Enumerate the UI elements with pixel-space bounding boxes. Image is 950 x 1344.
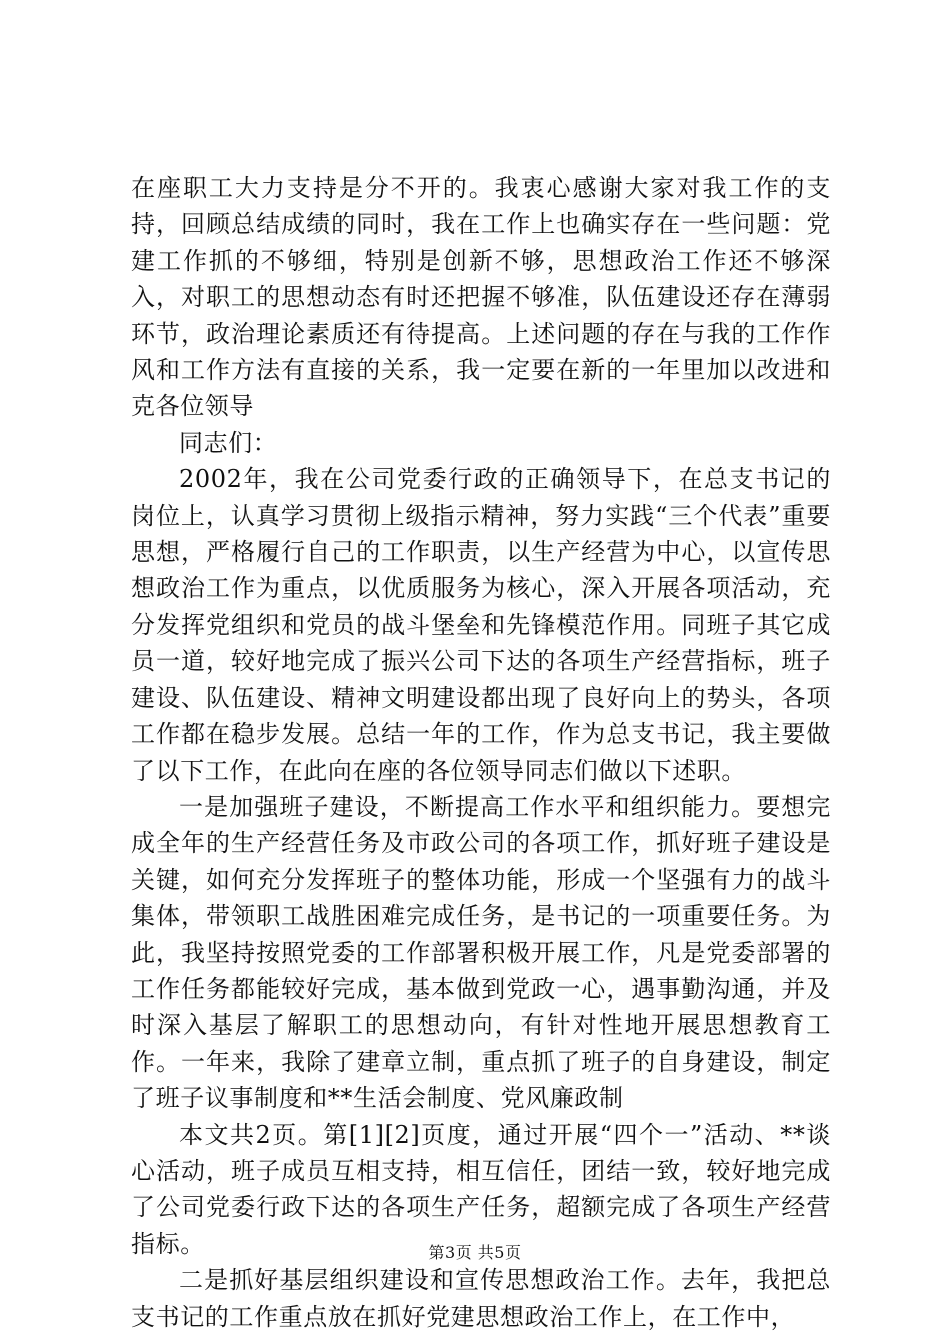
paragraph-salutation: 同志们：: [179, 428, 278, 457]
paragraph-continuation: 在座职工大力支持是分不开的。我衷心感谢大家对我工作的支持，回顾总结成绩的同时，我在工作上也确实存在一些问题：党建工作抓的不够细，特别是创新不够，思想政治工作还不够深入，对职工的思想动态有时还把握不够准，队伍建设还存在薄弱环节，政治理论素质还有待提高。上述问题的存在与我的工作作风和工作方法有直接的关系，我一定要在新的一年里加以改进和克各位领导: [131, 174, 831, 421]
document-body: [131, 170, 831, 1335]
paragraph-overview: 2002年，我在公司党委行政的正确领导下，在总支书记的岗位上，认真学习贯彻上级指示精神，努力实践“三个代表”重要思想，严格履行自己的工作职责，以生产经营为中心，以宣传思想政治工作为重点，以优质服务为核心，深入开展各项活动，充分发挥党组织和党员的战斗堡垒和先锋模范作用。同班子其它成员一道，较好地完成了振兴公司下达的各项生产经营指标，班子建设、队伍建设、精神文明建设都出现了良好向上的势头，各项工作都在稳步发展。总结一年的工作，作为总支书记，我主要做了以下工作，在此向在座的各位领导同志们做以下述职。: [131, 465, 831, 785]
paragraph-item-one-continued: 本文共2页。第[1][2]页度，通过开展“四个一”活动、**谈心活动，班子成员互相支持，相互信任，团结一致，较好地完成了公司党委行政下达的各项生产任务，超额完成了各项生产经营指标。: [131, 1120, 831, 1258]
paragraph-item-one: 一是加强班子建设，不断提高工作水平和组织能力。要想完成全年的生产经营任务及市政公司的各项工作，抓好班子建设是关键，如何充分发挥班子的整体功能，形成一个坚强有力的战斗集体，带领职工战胜困难完成任务，是书记的一项重要任务。为此，我坚持按照党委的工作部署积极开展工作，凡是党委部署的工作任务都能较好完成，基本做到党政一心，遇事勤沟通，并及时深入基层了解职工的思想动向，有针对性地开展思想教育工作。一年来，我除了建章立制，重点抓了班子的自身建设，制定了班子议事制度和**生活会制度、党风廉政制: [131, 792, 831, 1113]
paragraph-item-two: 二是抓好基层组织建设和宣传思想政治工作。去年，我把总支书记的工作重点放在抓好党建思想政治工作上，在工作中，: [131, 1266, 831, 1331]
page-footer: 第3页 共5页: [428, 1243, 522, 1262]
